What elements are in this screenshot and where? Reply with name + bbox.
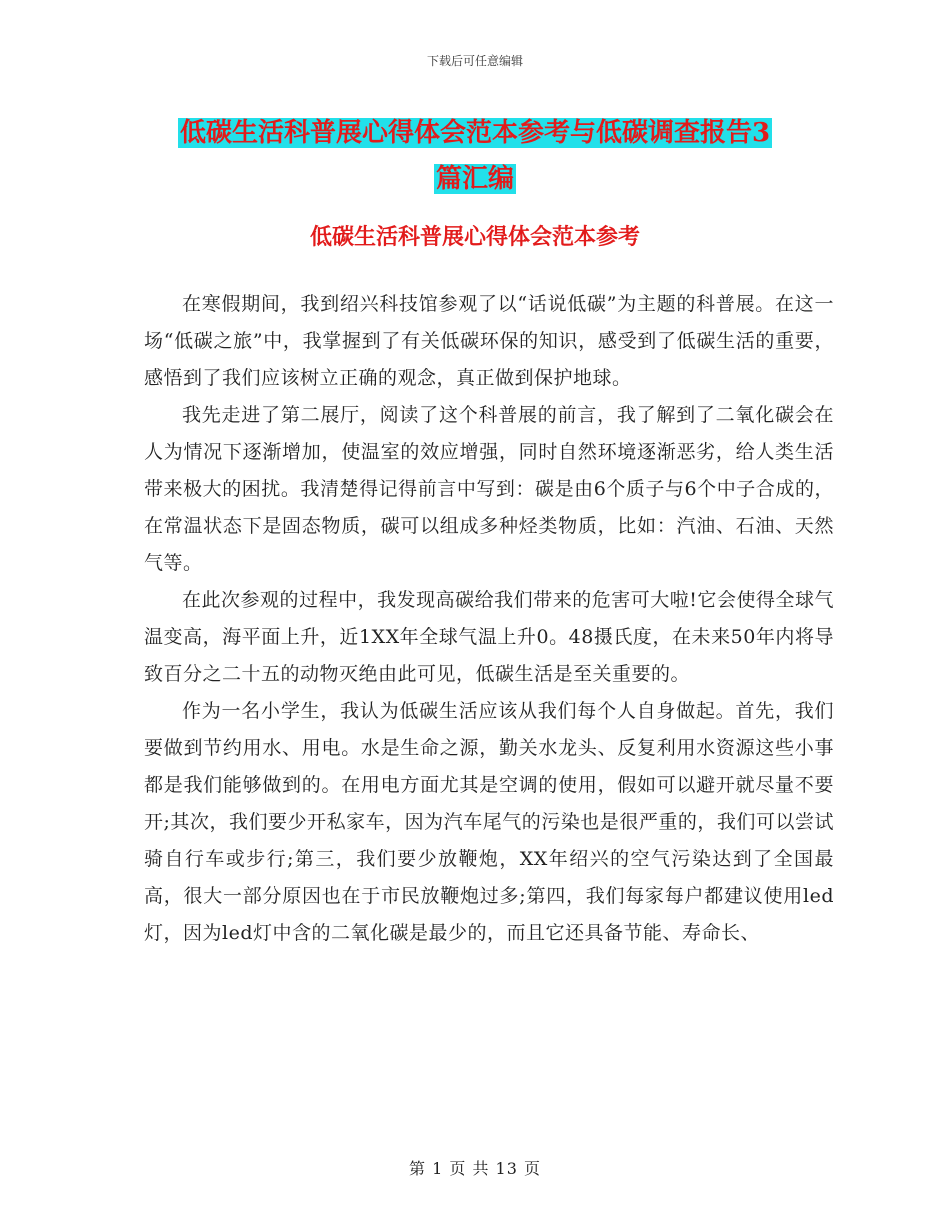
document-title-line2: 篇汇编 (435, 164, 514, 194)
page-footer: 第 1 页 共 13 页 (409, 1159, 541, 1178)
section-title: 低碳生活科普展心得体会范本参考 (309, 224, 640, 250)
paragraph: 在寒假期间，我到绍兴科技馆参观了以“话说低碳”为主题的科普展。在这一场“低碳之旅”中，我掌握到了有关低碳环保的知识，感受到了低碳生活的重要，感悟到了我们应该树立正确的观念，真正做到保护地球。 (144, 293, 834, 389)
paragraph: 我先走进了第二展厅，阅读了这个科普展的前言，我了解到了二氧化碳会在人为情况下逐渐增加，使温室的效应增强，同时自然环境逐渐恶劣，给人类生活带来极大的困扰。我清楚得记得前言中写到：碳是由6个质子与6个中子合成的，在常温状态下是固态物质，碳可以组成多种烃类物质，比如：汽油、石油、天然气等。 (144, 404, 834, 574)
document-title (0, 110, 950, 202)
document-title-line1: 低碳生活科普展心得体会范本参考与低碳调查报告3 (179, 118, 771, 148)
paragraph: 作为一名小学生，我认为低碳生活应该从我们每个人自身做起。首先，我们要做到节约用水、用电。水是生命之源，勤关水龙头、反复利用水资源这些小事都是我们能够做到的。在用电方面尤其是空调的使用，假如可以避开就尽量不要开;其次，我们要少开私家车，因为汽车尾气的污染也是很严重的，我们可以尝试骑自行车或步行;第三，我们要少放鞭炮，XX年绍兴的空气污染达到了全国最高，很大一部分原因也在于市民放鞭炮过多;第四，我们每家每户都建议使用led灯，因为led灯中含的二氧化碳是最少的，而且它还具备节能、寿命长、 (144, 700, 834, 944)
paragraph: 在此次参观的过程中，我发现高碳给我们带来的危害可大啦!它会使得全球气温变高，海平面上升，近1XX年全球气温上升0。48摄氏度，在未来50年内将导致百分之二十五的动物灭绝由此可见，低碳生活是至关重要的。 (144, 589, 834, 685)
document-body (144, 286, 834, 952)
page-header-note: 下载后可任意编辑 (426, 54, 523, 68)
